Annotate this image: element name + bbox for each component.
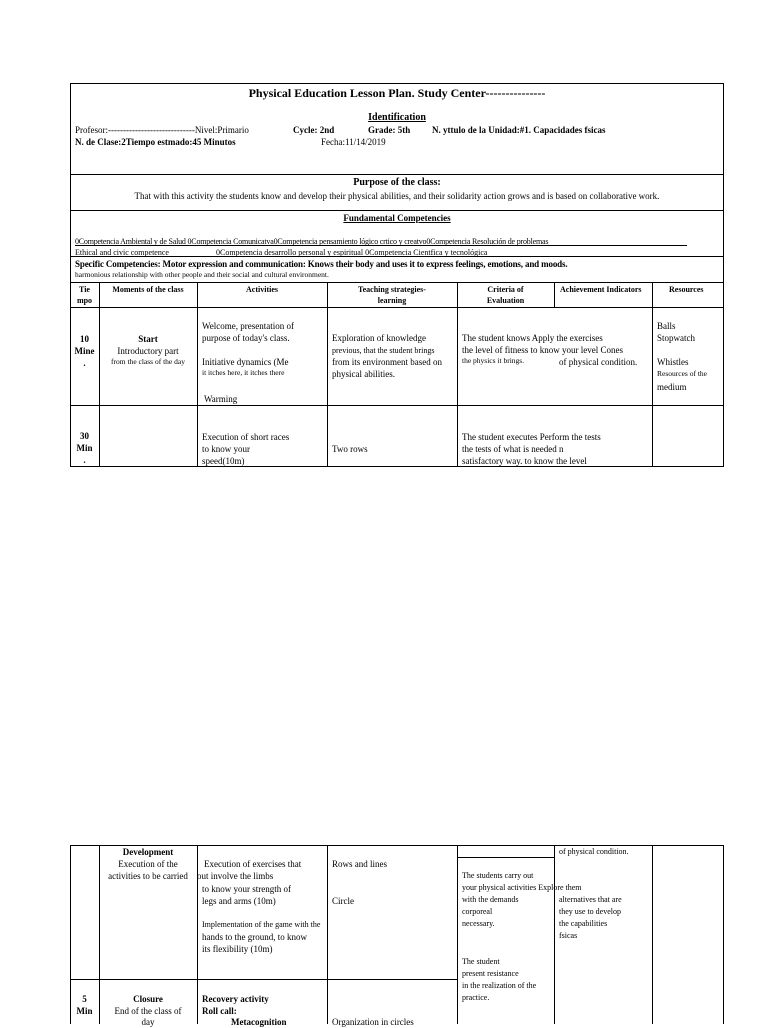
row3-moment-1: Development bbox=[122, 847, 174, 857]
header-teaching-2: learning bbox=[377, 296, 407, 305]
row1-crit-3b: of physical condition. bbox=[559, 357, 638, 367]
header-criteria-1: Criteria of bbox=[487, 285, 524, 294]
purpose-heading: Purpose of the class: bbox=[353, 177, 441, 188]
fundamental-line-2a: Ethical and civic competence bbox=[75, 248, 169, 257]
row4-moment-1: Closure bbox=[133, 994, 163, 1004]
id-class: N. de Clase:2Tiempo estmado:45 Minutos bbox=[75, 137, 236, 147]
header-moments: Moments of the class bbox=[112, 285, 184, 294]
row2-act-3: speed(10m) bbox=[202, 456, 245, 466]
row3-crit-5: necessary. bbox=[462, 919, 495, 928]
row3-ach-4: fsicas bbox=[559, 931, 578, 940]
row4-time-2: Min bbox=[76, 1006, 93, 1016]
row1-crit-1: The student knows Apply the exercises bbox=[462, 333, 603, 343]
row4-act-1: Recovery activity bbox=[202, 994, 269, 1004]
row3-teach-2: Circle bbox=[332, 896, 354, 906]
row2-act-1: Execution of short races bbox=[202, 432, 290, 442]
row3-teach-1: Rows and lines bbox=[332, 859, 387, 869]
row1-teach-1: Exploration of knowledge bbox=[332, 333, 426, 343]
page-title: Physical Education Lesson Plan. Study Center--------------- bbox=[248, 86, 546, 100]
row3-act-5: Implementation of the game with the bbox=[202, 920, 321, 929]
row3-crit-2: your physical activities Explore them bbox=[462, 883, 582, 892]
id-unit: N. yttulo de la Unidad:#1. Capacidades fsicas bbox=[432, 125, 606, 135]
header-time-1: Tie bbox=[79, 285, 90, 294]
header-teaching-1: Teaching strategies- bbox=[358, 285, 426, 294]
row3-act-2: out involve the limbs bbox=[197, 871, 274, 881]
row1-time-1: 10 bbox=[80, 334, 89, 344]
row1-crit-3: the physics it brings. bbox=[462, 356, 525, 365]
row3-crit-6: The student bbox=[462, 957, 500, 966]
specific-sub: harmonious relationship with other people and their social and cultural environment. bbox=[75, 270, 329, 279]
row1-moment-2: Introductory part bbox=[117, 346, 179, 356]
row1-res-4: Resources of the bbox=[657, 369, 707, 378]
header-criteria-2: Evaluation bbox=[486, 296, 525, 305]
row3-crit-4: corporeal bbox=[462, 907, 493, 916]
row1-res-2: Stopwatch bbox=[657, 333, 695, 343]
row4-time-1: 5 bbox=[82, 994, 87, 1004]
row3-ach-0: of physical condition. bbox=[559, 847, 629, 856]
fundamental-heading: Fundamental Competencies bbox=[343, 213, 451, 223]
row1-act-2: purpose of today's class. bbox=[202, 333, 290, 343]
row3-ach-2: they use to develop bbox=[559, 907, 621, 916]
row4-teach-1: Organization in circles bbox=[332, 1017, 414, 1027]
id-grade: Grade: 5th bbox=[368, 125, 411, 135]
row1-res-1: Balls bbox=[657, 321, 676, 331]
row3-crit-7: present resistance bbox=[462, 969, 519, 978]
row3-act-4: legs and arms (10m) bbox=[202, 896, 276, 906]
id-date: Fecha:11/14/2019 bbox=[321, 137, 386, 147]
row3-crit-3: with the demands bbox=[462, 895, 519, 904]
row3-act-1: Execution of exercises that bbox=[204, 859, 302, 869]
specific-competencies: Specific Competencies: Motor expression and communication: Knows their body and uses it to express feelings, emotions, and moods. bbox=[75, 259, 568, 269]
row2-crit-3: satisfactory way. to know the level bbox=[462, 456, 587, 466]
fundamental-line-2b: 0Competencia desarrollo personal y espiritual 0Competencia Cientfica y tecnológica bbox=[216, 248, 488, 257]
row1-teach-3: from its environment based on bbox=[332, 357, 442, 367]
row4-act-2: Roll call: bbox=[202, 1006, 237, 1016]
row3-ach-1: alternatives that are bbox=[559, 895, 622, 904]
identification-heading: Identification bbox=[368, 112, 426, 123]
row2-act-2: to know your bbox=[202, 444, 250, 454]
row1-act-1: Welcome, presentation of bbox=[202, 321, 294, 331]
row2-time-2: Min bbox=[76, 443, 93, 453]
row3-act-6: hands to the ground, to know bbox=[202, 932, 307, 942]
row3-moment-3: activities to be carried bbox=[108, 871, 188, 881]
row2-crit-2: the tests of what is needed n bbox=[462, 444, 564, 454]
header-time-2: mpo bbox=[76, 296, 93, 305]
row4-moment-3: day bbox=[141, 1017, 155, 1027]
row3-crit-9: practice. bbox=[462, 993, 490, 1002]
row2-time-1: 30 bbox=[80, 431, 89, 441]
row1-act-4: it itches here, it itches there bbox=[202, 368, 285, 377]
row2-time-3: . bbox=[83, 455, 86, 465]
header-resources: Resources bbox=[669, 285, 704, 294]
id-cycle: Cycle: 2nd bbox=[293, 125, 335, 135]
row1-moment-3: from the class of the day bbox=[111, 357, 185, 366]
row1-moment-1: Start bbox=[138, 334, 158, 344]
header-achievement: Achievement Indicators bbox=[560, 285, 642, 294]
row4-moment-2: End of the class of bbox=[114, 1006, 182, 1016]
row1-teach-2: previous, that the student brings bbox=[332, 346, 435, 355]
fundamental-line-1: 0Competencia Ambiental y de Salud 0Competencia Comunicatva0Competencia pensamiento lógico crtico y creatvo0Competencia Resolución de problemas bbox=[75, 237, 549, 246]
row1-act-5: Warming bbox=[204, 394, 238, 404]
row3-act-3: to know your strength of bbox=[202, 884, 291, 894]
row2-crit-1: The student executes Perform the tests bbox=[462, 432, 601, 442]
row3-crit-1: The students carry out bbox=[462, 871, 534, 880]
row1-time-2: Mine bbox=[74, 346, 95, 356]
row1-res-5: medium bbox=[657, 382, 687, 392]
row1-res-3: Whistles bbox=[657, 357, 689, 367]
purpose-text: That with this activity the students know and develop their physical abilities, and their solidarity action grows and is based on collaborative work. bbox=[134, 191, 660, 201]
row1-crit-2: the level of fitness to know your level Cones bbox=[462, 345, 623, 355]
row1-act-3: Initiative dynamics (Me bbox=[202, 357, 289, 367]
row3-ach-3: the capabilities bbox=[559, 919, 608, 928]
row4-act-3: Metacognition bbox=[231, 1017, 287, 1027]
row3-moment-2: Execution of the bbox=[118, 859, 178, 869]
row3-crit-8: in the realization of the bbox=[462, 981, 537, 990]
id-profesor: Profesor:-----------------------------Nivel:Primario bbox=[75, 125, 249, 135]
row1-teach-4: physical abilities. bbox=[332, 369, 395, 379]
header-activities: Activities bbox=[246, 285, 278, 294]
row1-time-3: . bbox=[83, 358, 86, 368]
row2-teach-1: Two rows bbox=[332, 444, 368, 454]
row3-act-7: its flexibility (10m) bbox=[202, 944, 273, 954]
